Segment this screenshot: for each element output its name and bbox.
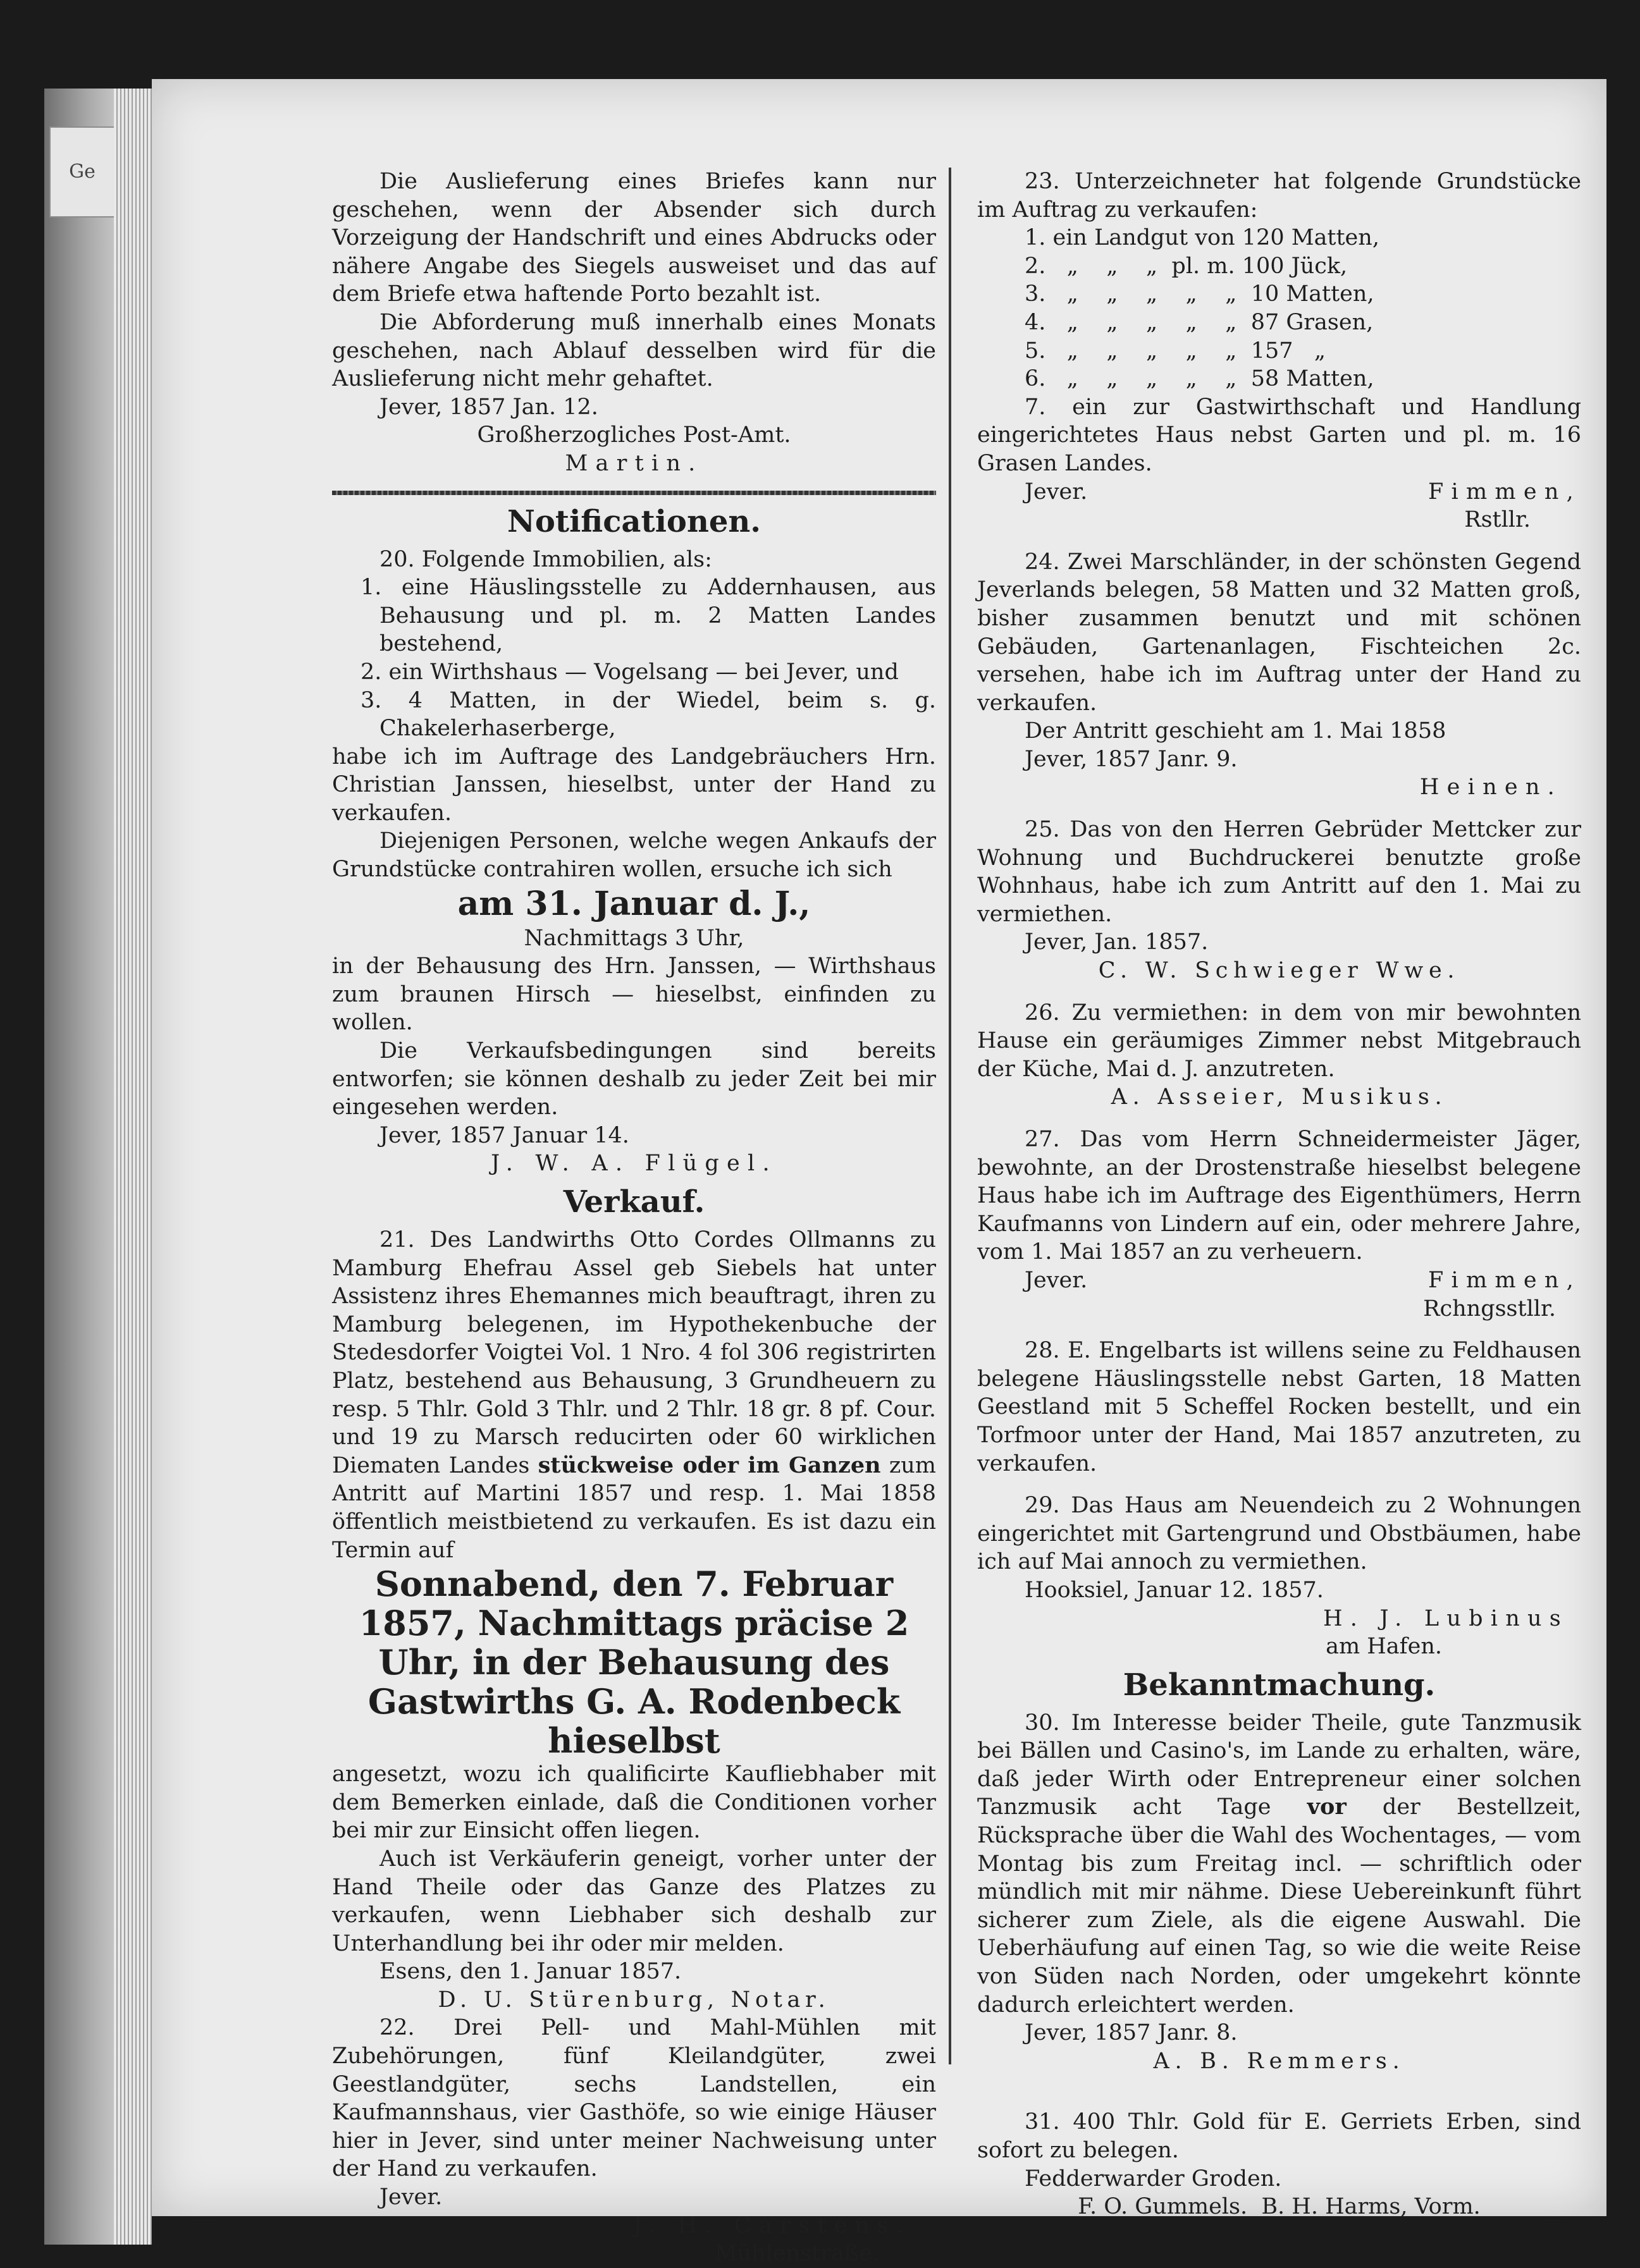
notice-24-start: Der Antritt geschieht am 1. Mai 1858 xyxy=(1025,718,1446,744)
notice-31-text: 31. 400 Thlr. Gold für E. Gerriets Erben, sind sofort zu belegen. xyxy=(977,2109,1581,2163)
brief-office: Großherzogliches Post-Amt. xyxy=(477,422,791,448)
notice-31-place: Fedderwarder Groden. xyxy=(1025,2166,1282,2191)
heading-bekanntmachung: Bekanntmachung. xyxy=(1123,1667,1436,1703)
notice-23-signature: Fimmen, xyxy=(1428,479,1581,505)
brief-paragraph: Die Auslieferung eines Briefes kann nur geschehen, wenn der Absender sich durch Vorzeigung der Handschrift und eines Abdrucks oder nähere Angabe des Siegels ausweiset und das auf dem Briefe etwa haftende Porto bezahlt ist. xyxy=(332,169,936,307)
notice-29-dateline: Hooksiel, Januar 12. 1857. xyxy=(1025,1577,1324,1603)
notice-26-signature: A. Asseier, Musikus. xyxy=(1111,1084,1448,1110)
notice-23-title: Rstllr. xyxy=(1464,507,1531,533)
notice-28-text: 28. E. Engelbarts ist willens seine zu Feldhausen belegene Häuslingsstelle nebst Garten, 18 Matten Geestland mit 5 Scheffel Rocken bestellt, und ein Torfmoor unter der Hand, Mai 1857 anzutreten, zu verkaufen. xyxy=(977,1338,1581,1476)
notice-21-text-b: zum Antritt auf Martini 1857 und resp. 1. Mai 1858 öffentlich meistbietend zu verkaufen. Es ist dazu ein Termin auf xyxy=(332,1452,936,1563)
notice-23-item: 3. „ „ „ „ „ 10 Matten, xyxy=(1025,281,1374,307)
notice-23-place-text: Jever. xyxy=(1025,479,1088,505)
notice-30-signature: A. B. Remmers. xyxy=(1153,2048,1405,2074)
notice-30-dateline: Jever, 1857 Janr. 8. xyxy=(1025,2020,1238,2046)
heading-verkauf: Verkauf. xyxy=(563,1184,705,1220)
notice-25-dateline: Jever, Jan. 1857. xyxy=(1025,929,1209,955)
notice-30-bold: vor xyxy=(1307,1794,1347,1820)
notice-30-text xyxy=(977,1709,1581,2020)
brief-date: Jever, 1857 Jan. 12. xyxy=(379,394,598,420)
notice-22-street: Mühlenstraße. xyxy=(714,2241,879,2267)
notice-23-item: 2. „ „ „ pl. m. 100 Jück, xyxy=(1025,253,1348,279)
notice-20-signature: J. W. A. Flügel. xyxy=(491,1151,777,1177)
notice-20-item: 1. eine Häuslingsstelle zu Addernhausen, aus Behausung und pl. m. 2 Matten Landes bestehend, xyxy=(361,575,936,657)
notice-23-text: 23. Unterzeichneter hat folgende Grundstücke im Auftrag zu verkaufen: xyxy=(977,169,1581,223)
binding-tab-label: Ge xyxy=(49,126,115,218)
notice-20-conditions: Die Verkaufsbedingungen sind bereits entworfen; sie können deshalb zu jeder Zeit bei mir eingesehen werden. xyxy=(332,1038,936,1120)
notice-24-text: 24. Zwei Marschländer, in der schönsten Gegend Jeverlands belegen, 58 Matten und 32 Matten groß, bisher zusammen benutzt und mit schönen Gebäuden, Gartenanlagen, Fischteichen 2c. versehen, habe ich im Auftrag unter der Hand zu verkaufen. xyxy=(977,549,1581,716)
notice-20-body: habe ich im Auftrage des Landgebräuchers Hrn. Christian Janssen, hieselbst, unter der Hand zu verkaufen. xyxy=(332,744,936,826)
column-divider xyxy=(949,168,951,2064)
right-column xyxy=(977,168,1581,2221)
brief-signature: Martin. xyxy=(565,450,703,476)
notice-21-bold: stückweise oder im Ganzen xyxy=(538,1452,881,1478)
notice-29-signature: H. J. Lubinus xyxy=(1322,1605,1569,1631)
notice-20-dateline: Jever, 1857 Januar 14. xyxy=(379,1122,629,1148)
brief-paragraph: Die Abforderung muß innerhalb eines Monats geschehen, nach Ablauf desselben wird für die Auslieferung nicht mehr gehaftet. xyxy=(332,309,936,392)
section-rule xyxy=(332,491,936,495)
notice-21-dateline: Esens, den 1. Januar 1857. xyxy=(379,1959,682,1985)
book-binding xyxy=(44,89,152,2245)
notice-24-signature: Heinen. xyxy=(1419,775,1562,800)
left-column xyxy=(332,168,936,2268)
notice-29-address: am Hafen. xyxy=(1326,1634,1442,1660)
notice-29-text: 29. Das Haus am Neuendeich zu 2 Wohnungen eingerichtet mit Gartengrund und Obstbäumen, habe ich auf Mai annoch zu vermiethen. xyxy=(977,1493,1581,1575)
notice-25-text: 25. Das von den Herren Gebrüder Mettcker zur Wohnung und Buchdruckerei benutzte große Wohnhaus, habe ich zum Antritt auf den 1. Mai zu vermiethen. xyxy=(977,817,1581,927)
notice-22-place: Jever. xyxy=(379,2185,443,2210)
notice-25-signature: C. W. Schwieger Wwe. xyxy=(1098,958,1460,984)
notice-23-item: 4. „ „ „ „ „ 87 Grasen, xyxy=(1025,309,1374,335)
notice-27-place xyxy=(977,1266,1581,1295)
notice-20-place: in der Behausung des Hrn. Janssen, — Wirthshaus zum braunen Hirsch — hieselbst, einfinden zu wollen. xyxy=(332,953,936,1036)
notice-20-time: Nachmittags 3 Uhr, xyxy=(524,925,744,951)
notice-21-signature: D. U. Stürenburg, Notar. xyxy=(438,1987,830,2013)
notice-23-item: 5. „ „ „ „ „ 157 „ xyxy=(1025,338,1326,364)
notice-20-item: 2. ein Wirthshaus — Vogelsang — bei Jever, und xyxy=(361,659,899,685)
notice-22-text: 22. Drei Pell- und Mahl-Mühlen mit Zubehörungen, fünf Kleilandgüter, zwei Geestlandgüter, sechs Landstellen, ein Kaufmannshaus, vier Gasthöfe, so wie einige Häuser hier in Jever, sind unter meiner Nachweisung unter der Hand zu verkaufen. xyxy=(332,2015,936,2182)
notice-31-signature: F. O. Gummels. B. H. Harms, Vorm. xyxy=(1078,2194,1481,2220)
notice-20-item: 3. 4 Matten, in der Wiedel, beim s. g. Chakelerhaserberge, xyxy=(361,687,936,742)
notice-20-body: Diejenigen Personen, welche wegen Ankaufs der Grundstücke contrahiren wollen, ersuche ich sich xyxy=(332,828,936,883)
notice-23-place xyxy=(977,478,1581,506)
notice-20-intro: 20. Folgende Immobilien, als: xyxy=(379,546,712,572)
notice-21-text-a: 21. Des Landwirths Otto Cordes Ollmanns zu Mamburg Ehefrau Assel geb Siebels hat unter Assistenz ihres Ehemannes mich beauftragt, ihren zu Mamburg belegenen, im Hypothekenbuche der Stedesdorfer Voigtei Vol. 1 Nro. 4 fol 306 registrirten Platz, bestehend aus Behausung, 3 Grundheuern zu resp. 5 Thlr. Gold 3 Thlr. und 2 Thlr. 18 gr. 8 pf. Cour. und 19 zu Marsch reducirten oder 60 wirklichen Diematen Landes xyxy=(332,1227,936,1478)
notice-23-item: 1. ein Landgut von 120 Matten, xyxy=(1025,225,1379,251)
notice-30-text-b: der Bestellzeit, Rücksprache über die Wahl des Wochentages, — vom Montag bis zum Freitag incl. — schriftlich oder mündlich mit mir nähme. Diese Uebereinkunft führt sicherer zum Ziele, als die eigene Auswahl. Die Ueberhäufung auf einen Tag, so wie die weite Reise von Süden nach Norden, oder umgekehrt könnte dadurch erleichtert werden. xyxy=(977,1794,1581,2018)
notice-23-item: 7. ein zur Gastwirthschaft und Handlung eingerichtetes Haus nebst Garten und pl. m. 16 Grasen Landes. xyxy=(977,394,1581,476)
notice-20-date: am 31. Januar d. J., xyxy=(457,884,811,923)
notice-30-text-a: 30. Im Interesse beider Theile, gute Tanzmusik bei Bällen und Casino's, im Lande zu erhalten, wäre, daß jeder Wirth oder Entrepreneur einer solchen Tanzmusik acht Tage xyxy=(977,1710,1581,1820)
notice-27-place-text: Jever. xyxy=(1025,1267,1088,1293)
notice-21-auction-date: Sonnabend, den 7. Februar 1857, Nachmittags präcise 2 Uhr, in der Behausung des Gastwirths G. A. Rodenbeck hieselbst xyxy=(359,1564,909,1762)
heading-notifications: Notificationen. xyxy=(507,503,761,539)
notice-27-signature: Fimmen, xyxy=(1428,1267,1581,1293)
notice-24-dateline: Jever, 1857 Janr. 9. xyxy=(1025,746,1238,772)
notice-22-signature: J. H. Carstens. xyxy=(633,2212,911,2238)
notice-21-text xyxy=(332,1226,936,1564)
notice-26-text: 26. Zu vermiethen: in dem von mir bewohnten Hause ein geräumiges Zimmer nebst Mitgebrauch der Küche, Mai d. J. anzutreten. xyxy=(977,1000,1581,1082)
notice-27-title: Rchngsstllr. xyxy=(1423,1296,1556,1321)
notice-21-invite: angesetzt, wozu ich qualificirte Kaufliebhaber mit dem Bemerken einlade, daß die Conditionen vorher bei mir zur Einsicht offen liegen. xyxy=(332,1762,936,1844)
notice-27-text: 27. Das vom Herrn Schneidermeister Jäger, bewohnte, an der Drostenstraße hieselbst belegene Haus habe ich im Auftrage des Eigenthümers, Herrn Kaufmanns von Lindern auf ein, oder mehrere Jahre, vom 1. Mai 1857 an zu verheuern. xyxy=(977,1127,1581,1265)
notice-21-offer: Auch ist Verkäuferin geneigt, vorher unter der Hand Theile oder das Ganze des Platzes zu verkaufen, wenn Liebhaber sich deshalb zur Unterhandlung bei ihr oder mir melden. xyxy=(332,1846,936,1956)
notice-23-item: 6. „ „ „ „ „ 58 Matten, xyxy=(1025,366,1374,392)
page-edges xyxy=(114,89,152,2245)
